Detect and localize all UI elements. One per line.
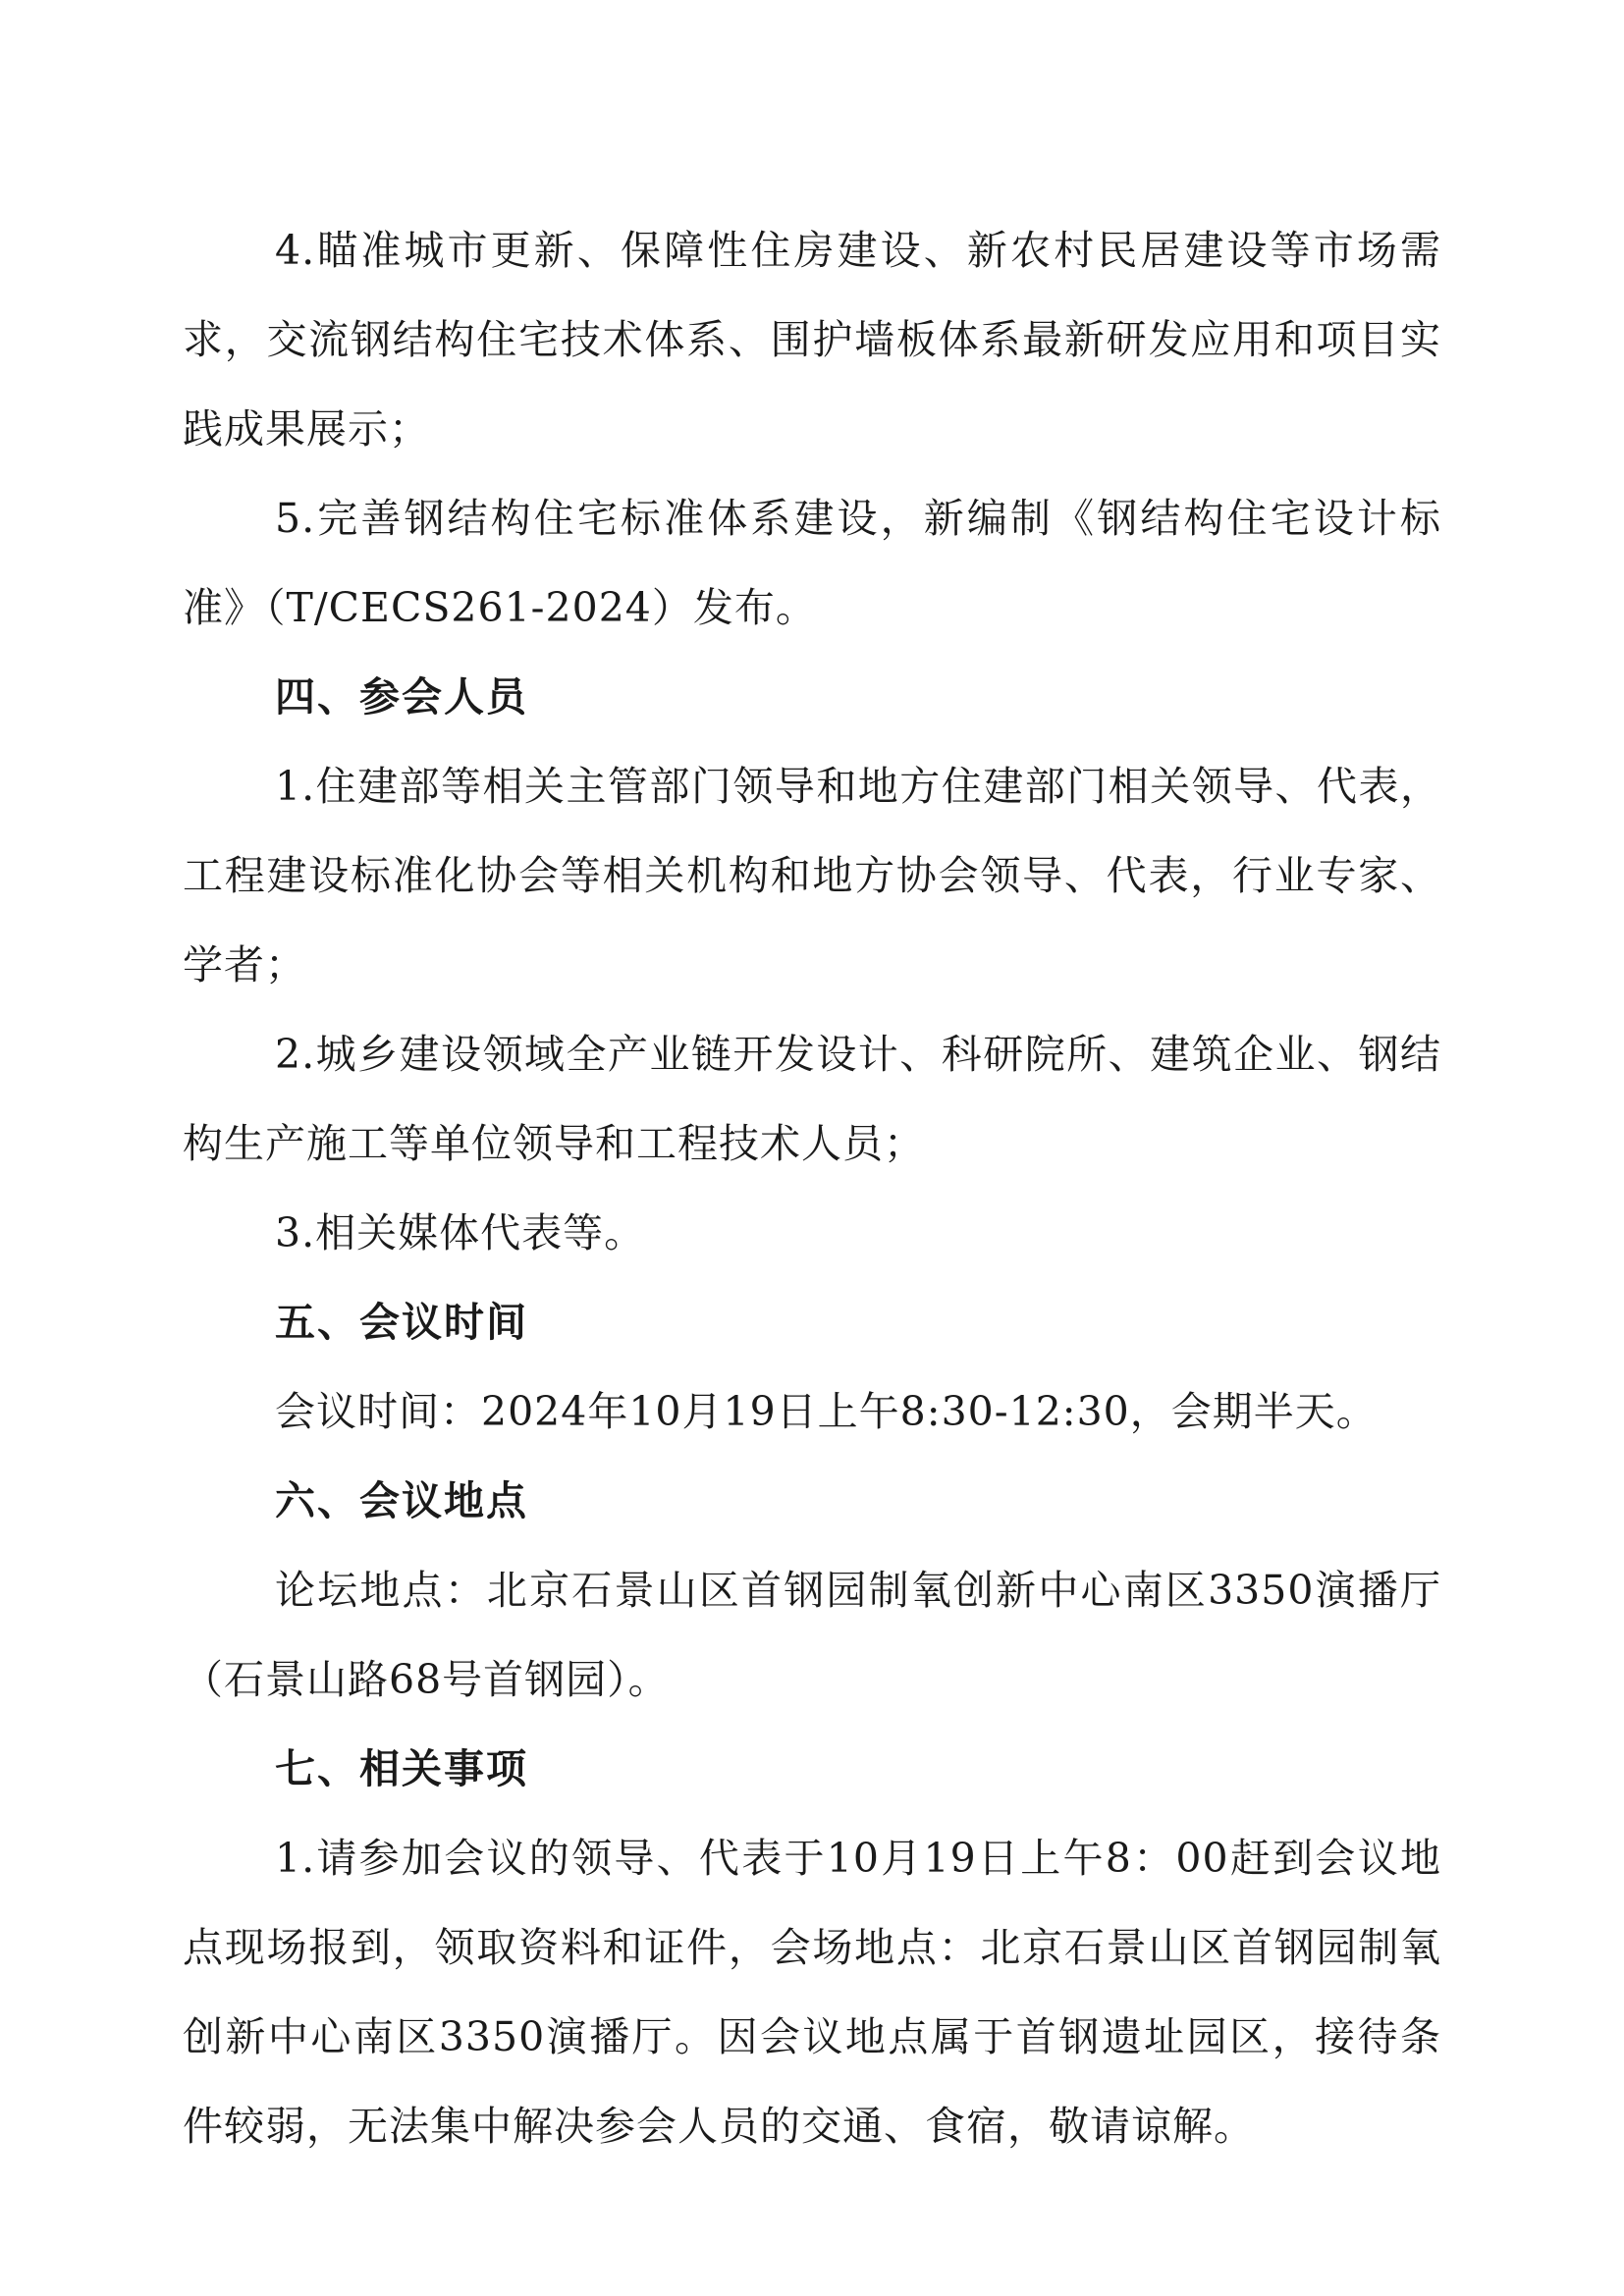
paragraph-attendees-3: 3.相关媒体代表等。 (275, 1209, 646, 1256)
section-heading-7: 七、相关事项 (275, 1745, 528, 1792)
paragraph-attendees-1: 1.住建部等相关主管部门领导和地方住建部门相关领导、代表，工程建设标准化协会等相关机构和地方协会领导、代表，行业专家、学者； (183, 763, 1441, 988)
section-heading-5: 五、会议时间 (275, 1299, 528, 1346)
paragraph-attendees-2: 2.城乡建设领域全产业链开发设计、科研院所、建筑企业、钢结构生产施工等单位领导和工程技术人员； (183, 1031, 1441, 1167)
paragraph-item-5: 5.完善钢结构住宅标准体系建设，新编制《钢结构住宅设计标准》（T/CECS261-2024）发布。 (183, 495, 1441, 631)
section-heading-4: 四、参会人员 (275, 673, 528, 721)
paragraph-meeting-location: 论坛地点：北京石景山区首钢园制氧创新中心南区3350演播厅（石景山路68号首钢园）。 (183, 1567, 1441, 1703)
paragraph-meeting-time: 会议时间：2024年10月19日上午8:30-12:30，会期半天。 (275, 1388, 1378, 1435)
paragraph-item-4: 4.瞄准城市更新、保障性住房建设、新农村民居建设等市场需求，交流钢结构住宅技术体系、围护墙板体系最新研发应用和项目实践成果展示； (183, 227, 1441, 453)
document-body (183, 206, 1441, 2171)
paragraph-matters-1: 1.请参加会议的领导、代表于10月19日上午8：00赶到会议地点现场报到，领取资料和证件，会场地点：北京石景山区首钢园制氧创新中心南区3350演播厅。因会议地点属于首钢遗址园区，接待条件较弱，无法集中解决参会人员的交通、食宿，敬请谅解。 (183, 1835, 1441, 2150)
section-heading-6: 六、会议地点 (275, 1477, 528, 1524)
